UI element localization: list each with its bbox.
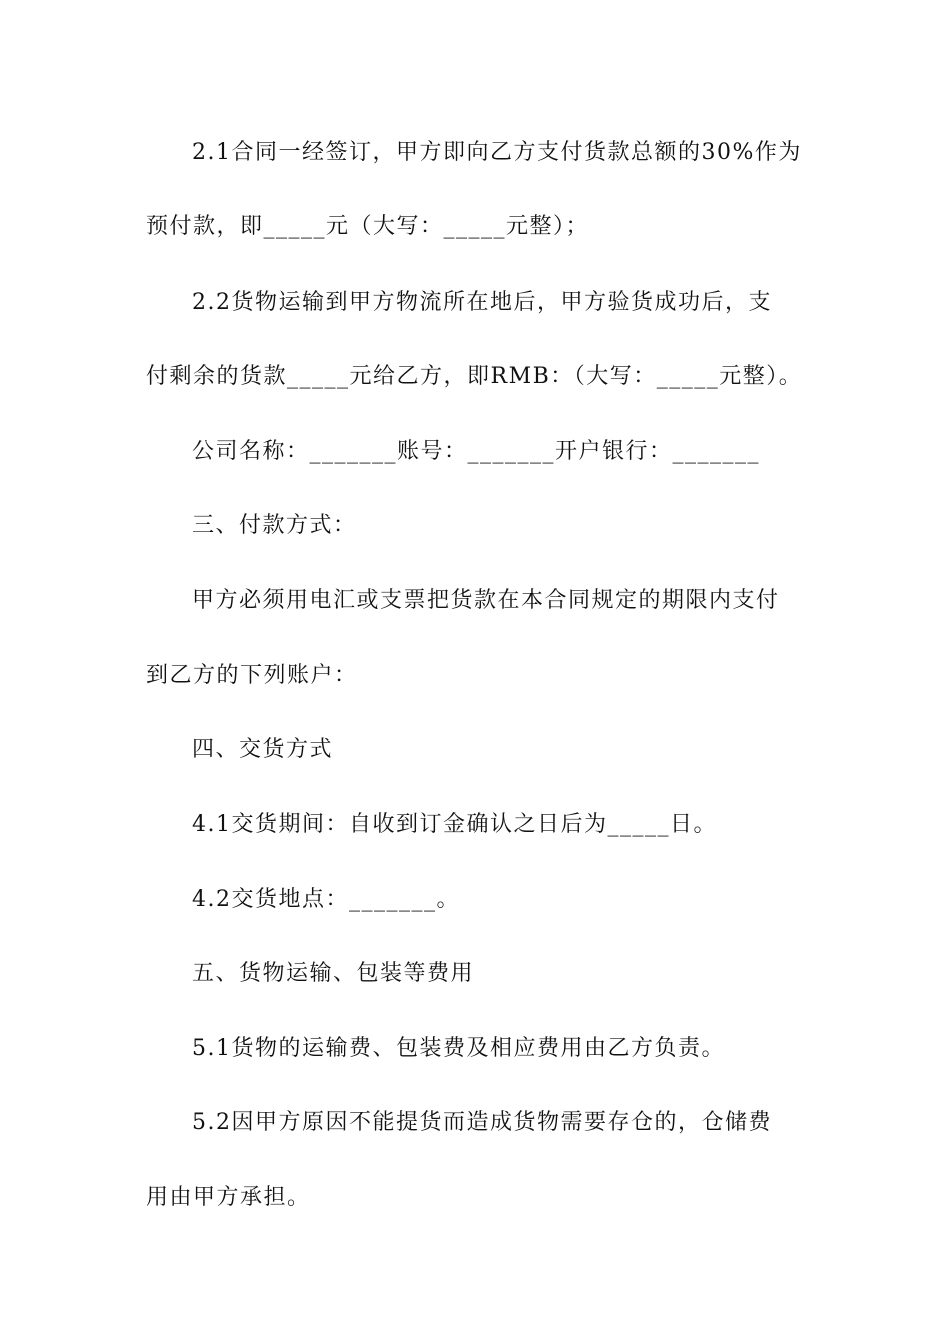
- clause-4-2: 4.2交货地点：_______。: [192, 887, 460, 912]
- clause-5-1: 5.1货物的运输费、包装费及相应费用由乙方负责。: [192, 1036, 725, 1061]
- clause-2-1-line-1: 2.1合同一经签订，甲方即向乙方支付货款总额的30%作为: [192, 140, 802, 165]
- clause-2-2-line-2: 付剩余的货款_____元给乙方，即RMB：（大写：_____元整）。: [146, 364, 803, 389]
- section-5-heading: 五、货物运输、包装等费用: [192, 961, 475, 986]
- section-3-body-line-2: 到乙方的下列账户：: [146, 663, 358, 688]
- clause-4-1: 4.1交货期间：自收到订金确认之日后为_____日。: [192, 812, 717, 837]
- section-3-body-line-1: 甲方必须用电汇或支票把货款在本合同规定的期限内支付: [192, 588, 780, 613]
- clause-5-2-line-2: 用由甲方承担。: [146, 1185, 311, 1210]
- clause-2-2-line-1: 2.2货物运输到甲方物流所在地后，甲方验货成功后，支: [192, 290, 772, 315]
- section-3-heading: 三、付款方式：: [192, 513, 357, 538]
- section-4-heading: 四、交货方式: [192, 737, 334, 762]
- account-info-line: 公司名称：_______账号：_______开户银行：_______: [192, 439, 761, 464]
- clause-2-1-line-2: 预付款，即_____元（大写：_____元整）；: [146, 214, 590, 239]
- clause-5-2-line-1: 5.2因甲方原因不能提货而造成货物需要存仓的，仓储费: [192, 1110, 772, 1135]
